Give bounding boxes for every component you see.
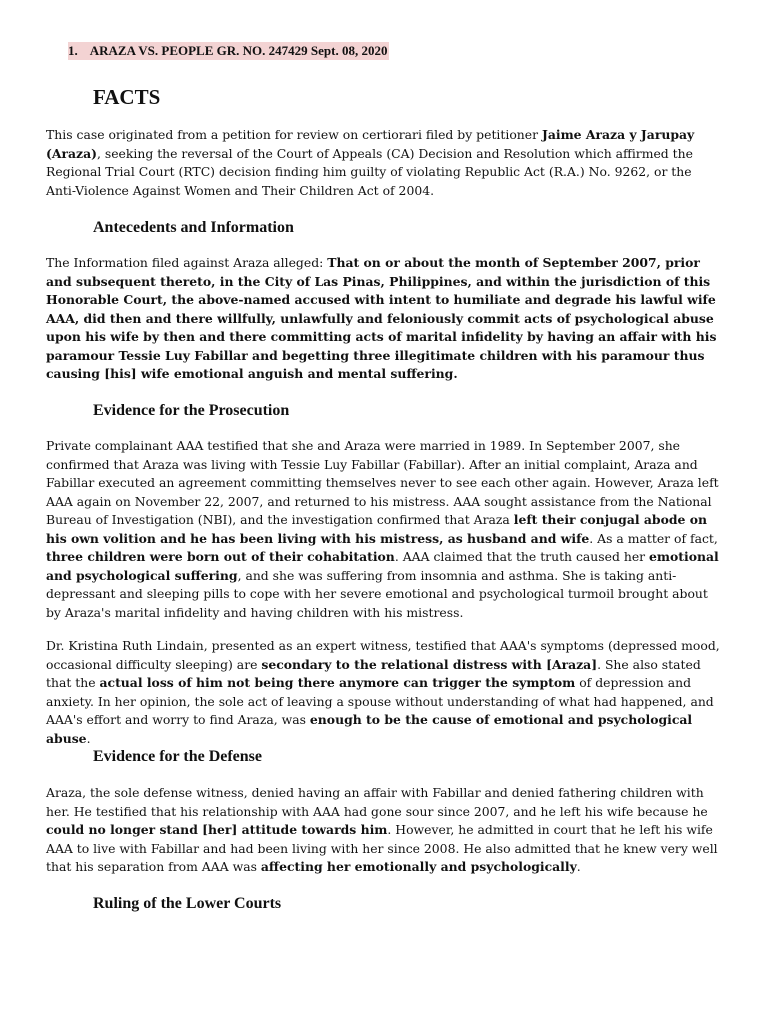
prosecution-p2-text-2: . She also stated that the: [46, 656, 701, 690]
case-title: [68, 42, 389, 60]
prosecution-p2-bold-2: actual loss of him not being there anymore can trigger the symptom: [99, 675, 576, 690]
prosecution-p1-text-3: . AAA claimed that the truth caused her: [394, 549, 650, 564]
prosecution-p2-text-3: of depression and anxiety. In her opinion, the sole act of leaving a spouse without understanding of what had happened, and AAA's effort and worry to find Araza, was: [46, 675, 714, 727]
prosecution-p2-bold-1: secondary to the relational distress with [Araza]: [261, 656, 598, 672]
intro-text-2: , seeking the reversal of the Court of Appeals (CA) Decision and Resolution which affirmed the Regional Trial Court (RTC) decision finding him guilty of violating Republic Act (R.A.) No. 9262, or the Anti-Violence Against Women and Their Children Act of 2004.: [46, 145, 693, 198]
defense-text-1: Araza, the sole defense witness, denied having an affair with Fabillar and denied fathering children with her. He testified that his relationship with AAA had gone sour since 2007, and he left his wife because he: [46, 785, 708, 819]
antecedents-paragraph: [46, 254, 722, 384]
prosecution-p1-text-2: . As a matter of fact,: [589, 530, 718, 546]
ruling-heading: Ruling of the Lower Courts: [93, 895, 282, 912]
prosecution-p2-text-1: Dr. Kristina Ruth Lindain, presented as an expert witness, testified that AAA's symptoms (depressed mood, occasional difficulty sleeping) are: [46, 638, 720, 672]
antecedents-text-1: The Information filed against Araza alleged:: [46, 255, 328, 270]
intro-text-1: This case originated from a petition for review on certiorari filed by petitioner: [46, 127, 542, 142]
prosecution-paragraph-2: [46, 637, 722, 748]
prosecution-p2-bold-3: enough to be the cause of emotional and psychological abuse: [46, 712, 693, 746]
defense-bold-1: could no longer stand [her] attitude towards him: [46, 822, 388, 837]
prosecution-p1-text-4: , and she was suffering from insomnia and asthma. She is taking anti-depressant and sleeping pills to cope with her severe emotional and psychological turmoil brought about by Araza's marital infidelity and having children with his mistress.: [46, 567, 708, 620]
defense-paragraph: [46, 784, 722, 877]
case-title-text: ARAZA VS. PEOPLE GR. NO. 247429 Sept. 08, 2020: [89, 43, 388, 58]
prosecution-p2-text-4: .: [86, 730, 91, 746]
facts-heading: FACTS: [93, 85, 161, 109]
antecedents-bold-1: That on or about the month of September 2007, prior and subsequent thereto, in the City of Las Pinas, Philippines, and within the jurisdiction of this Honorable Court, the above-named accused with intent to humiliate and degrade his lawful wife AAA, did then and there willfully, unlawfully and feloniously commit acts of psychological abuse upon his wife by then and there committing acts of marital infidelity by having an affair with his paramour Tessie Luy Fabillar and begetting three illegitimate children with his paramour thus causing [his] wife emotional anguish and mental suffering.: [46, 255, 717, 381]
defense-bold-2: affecting her emotionally and psychologically: [260, 859, 577, 874]
intro-bold-1: Jaime Araza y Jarupay (Araza): [46, 127, 695, 161]
prosecution-p1-bold-3: emotional and psychological suffering: [46, 549, 719, 583]
prosecution-paragraph-1: [46, 437, 722, 622]
case-number: 1.: [68, 43, 78, 58]
intro-paragraph: [46, 126, 722, 200]
prosecution-heading: Evidence for the Prosecution: [93, 402, 290, 419]
prosecution-p1-text-1: Private complainant AAA testified that she and Araza were married in 1989. In September 2007, she confirmed that Araza was living with Tessie Luy Fabillar (Fabillar). After an initial complaint, Araza and Fabillar executed an agreement committing themselves never to see each other again. However, Araza left AAA again on November 22, 2007, and returned to his mistress. AAA sought assistance from the National Bureau of Investigation (NBI), and the investigation confirmed that Araza: [46, 438, 719, 527]
prosecution-p1-bold-1: left their conjugal abode on his own volition and he has been living with his mistress, as husband and wife: [46, 512, 707, 546]
defense-heading: Evidence for the Defense: [93, 748, 262, 765]
defense-text-2: . However, he admitted in court that he left his wife AAA to live with Fabillar and had been living with her since 2008. He also admitted that he knew very well that his separation from AAA was: [46, 822, 718, 874]
prosecution-p1-bold-2: three children were born out of their cohabitation: [46, 549, 395, 564]
defense-text-3: .: [576, 859, 581, 874]
antecedents-heading: Antecedents and Information: [93, 219, 294, 236]
